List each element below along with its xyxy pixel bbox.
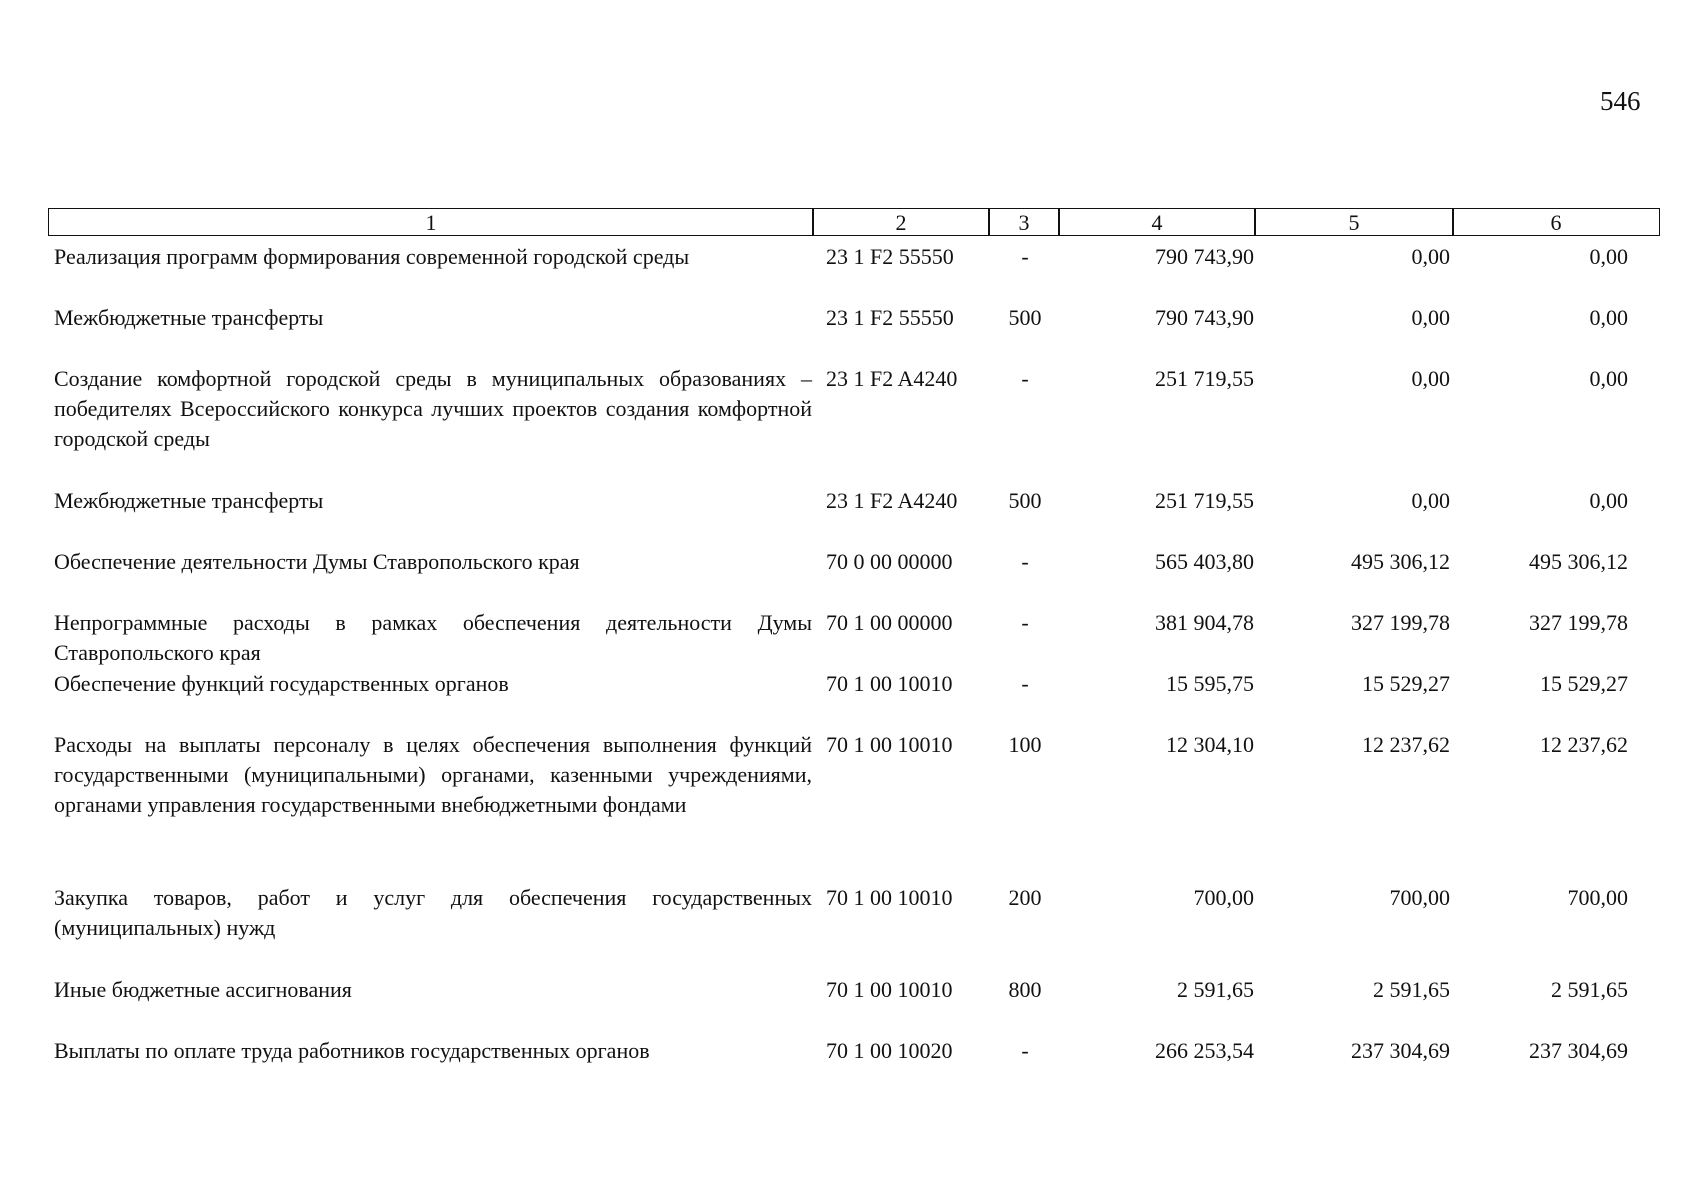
row-code: 70 0 00 00000 — [826, 549, 953, 574]
row-value-5: 237 304,69 — [1351, 1038, 1450, 1063]
row-name: Расходы на выплаты персоналу в целях обеспечения выполнения функций государственными (муниципальными) органами, казенными учреждениями, органами управления государственными внебюджетными фондами — [54, 732, 812, 817]
row-code: 70 1 00 10010 — [826, 671, 953, 696]
row-value-5: 0,00 — [1411, 488, 1450, 513]
row-value-4: 2 591,65 — [1177, 977, 1254, 1002]
row-value-5: 0,00 — [1411, 305, 1450, 330]
row-value-5: 2 591,65 — [1373, 977, 1450, 1002]
row-value-6: 327 199,78 — [1529, 610, 1628, 635]
row-name: Межбюджетные трансферты — [54, 488, 324, 513]
row-value-6: 12 237,62 — [1540, 732, 1628, 757]
row-value-6: 0,00 — [1589, 244, 1628, 269]
row-type: - — [1021, 366, 1029, 391]
row-value-4: 565 403,80 — [1155, 549, 1254, 574]
row-value-4: 790 743,90 — [1155, 305, 1254, 330]
row-type: - — [1021, 1038, 1029, 1063]
row-code: 70 1 00 10010 — [826, 732, 953, 757]
row-value-4: 790 743,90 — [1155, 244, 1254, 269]
header-col-2: 2 — [812, 208, 990, 236]
row-type: - — [1021, 671, 1029, 696]
header-col-1: 1 — [48, 208, 814, 236]
row-code: 23 1 F2 55550 — [826, 305, 954, 330]
row-value-6: 0,00 — [1589, 305, 1628, 330]
row-name: Закупка товаров, работ и услуг для обеспечения государственных (муниципальных) нужд — [54, 885, 812, 940]
row-type: - — [1021, 244, 1029, 269]
row-value-4: 15 595,75 — [1166, 671, 1254, 696]
row-value-4: 381 904,78 — [1155, 610, 1254, 635]
header-col-3: 3 — [988, 208, 1060, 236]
row-code: 23 1 F2 A4240 — [826, 488, 958, 513]
row-name: Создание комфортной городской среды в муниципальных образованиях – победителях Всероссийского конкурса лучших проектов создания комфортной городской среды — [54, 366, 812, 451]
row-value-4: 700,00 — [1193, 885, 1254, 910]
header-col-6: 6 — [1452, 208, 1660, 236]
row-type: 100 — [1008, 732, 1042, 757]
row-type: 500 — [1008, 488, 1042, 513]
row-value-4: 251 719,55 — [1155, 366, 1254, 391]
row-name: Выплаты по оплате труда работников государственных органов — [54, 1038, 650, 1063]
row-value-4: 12 304,10 — [1166, 732, 1254, 757]
row-name: Межбюджетные трансферты — [54, 305, 324, 330]
row-value-6: 0,00 — [1589, 366, 1628, 391]
row-value-6: 0,00 — [1589, 488, 1628, 513]
row-name: Обеспечение функций государственных органов — [54, 671, 509, 696]
row-value-4: 251 719,55 — [1155, 488, 1254, 513]
row-name: Обеспечение деятельности Думы Ставропольского края — [54, 549, 580, 574]
row-type: - — [1021, 610, 1029, 635]
row-code: 23 1 F2 55550 — [826, 244, 954, 269]
row-code: 70 1 00 10020 — [826, 1038, 953, 1063]
page-number: 546 — [1600, 86, 1641, 116]
row-value-5: 327 199,78 — [1351, 610, 1450, 635]
row-value-6: 237 304,69 — [1529, 1038, 1628, 1063]
row-value-5: 495 306,12 — [1351, 549, 1450, 574]
row-value-4: 266 253,54 — [1155, 1038, 1254, 1063]
row-value-5: 0,00 — [1411, 366, 1450, 391]
row-value-5: 0,00 — [1411, 244, 1450, 269]
row-code: 70 1 00 10010 — [826, 885, 953, 910]
row-name: Иные бюджетные ассигнования — [54, 977, 352, 1002]
row-value-5: 12 237,62 — [1362, 732, 1450, 757]
row-value-5: 700,00 — [1389, 885, 1450, 910]
row-type: - — [1021, 549, 1029, 574]
table-header — [48, 208, 1660, 238]
row-value-6: 700,00 — [1567, 885, 1628, 910]
row-value-5: 15 529,27 — [1362, 671, 1450, 696]
row-type: 800 — [1008, 977, 1042, 1002]
header-col-4: 4 — [1058, 208, 1256, 236]
row-code: 23 1 F2 A4240 — [826, 366, 958, 391]
row-code: 70 1 00 10010 — [826, 977, 953, 1002]
row-value-6: 495 306,12 — [1529, 549, 1628, 574]
row-type: 200 — [1008, 885, 1042, 910]
row-name: Непрограммные расходы в рамках обеспечения деятельности Думы Ставропольского края — [54, 610, 812, 665]
row-value-6: 15 529,27 — [1540, 671, 1628, 696]
row-value-6: 2 591,65 — [1551, 977, 1628, 1002]
row-type: 500 — [1008, 305, 1042, 330]
header-col-5: 5 — [1254, 208, 1454, 236]
row-name: Реализация программ формирования современной городской среды — [54, 244, 690, 269]
row-code: 70 1 00 00000 — [826, 610, 953, 635]
